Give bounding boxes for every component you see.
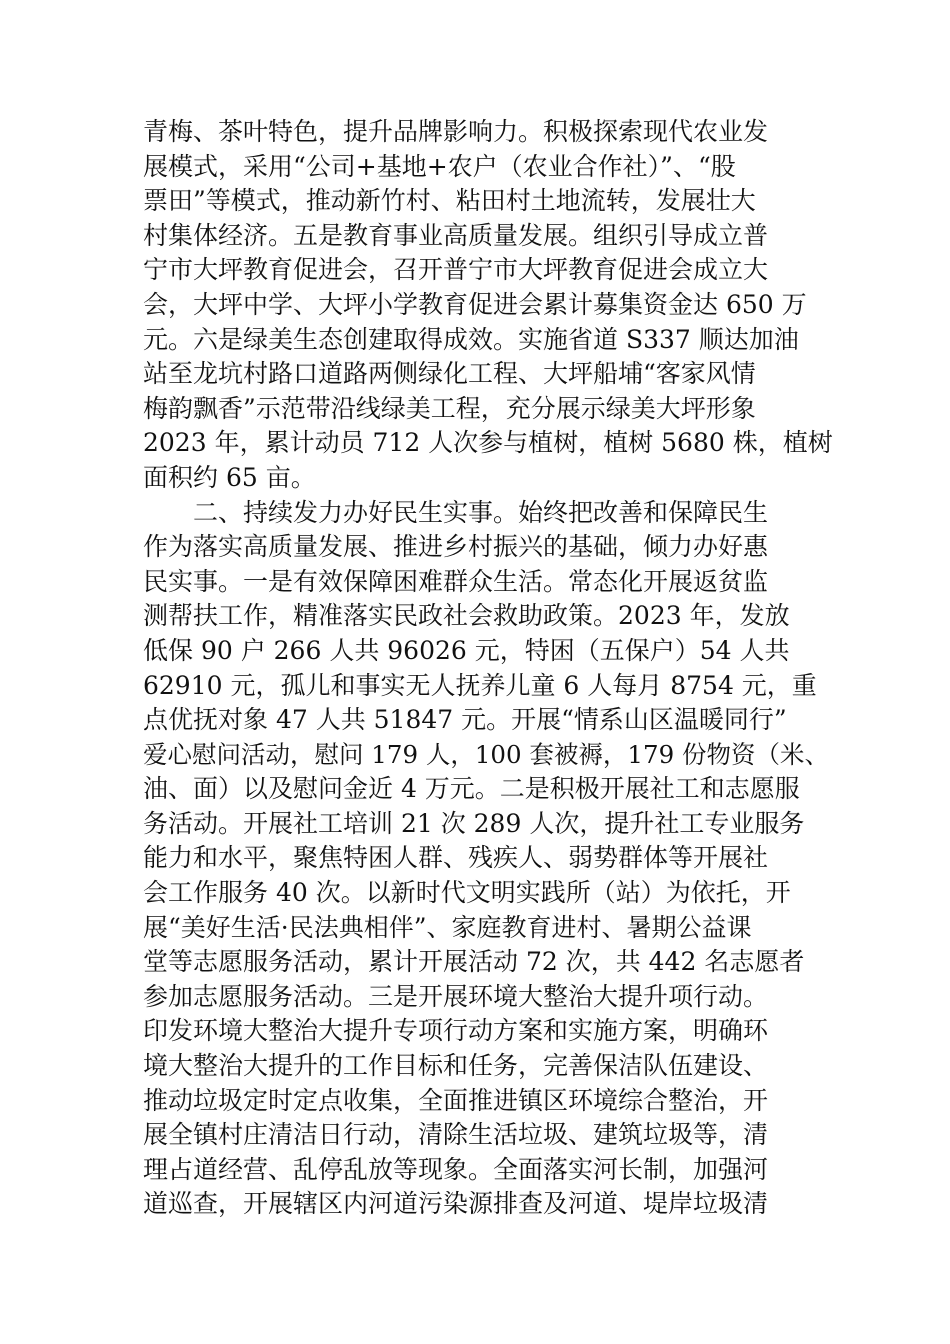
- text-line: 62910 元，孤儿和事实无人抚养儿童 6 人每月 8754 元，重: [143, 670, 817, 700]
- text-line: 站至龙坑村路口道路两侧绿化工程、大坪船埔“客家风情: [143, 359, 756, 389]
- text-line: 印发环境大整治大提升专项行动方案和实施方案，明确环: [143, 1016, 769, 1046]
- text-line: 推动垃圾定时定点收集，全面推进镇区环境综合整治，开: [143, 1085, 769, 1115]
- text-line: 元。六是绿美生态创建取得成效。实施省道 S337 顺达加油: [143, 324, 799, 354]
- text-line: 展全镇村庄清洁日行动，清除生活垃圾、建筑垃圾等，清: [143, 1120, 769, 1150]
- text-line: 油、面）以及慰问金近 4 万元。二是积极开展社工和志愿服: [143, 774, 800, 804]
- text-line: 会，大坪中学、大坪小学教育促进会累计募集资金达 650 万: [143, 289, 807, 319]
- text-line: 青梅、茶叶特色，提升品牌影响力。积极探索现代农业发: [143, 117, 769, 146]
- text-line: 爱心慰问活动，慰问 179 人，100 套被褥，179 份物资（米、: [143, 739, 829, 769]
- text-line: 票田”等模式，推动新竹村、粘田村土地流转，发展壮大: [143, 186, 756, 216]
- text-line: 村集体经济。五是教育事业高质量发展。组织引导成立普: [143, 220, 769, 250]
- text-line: 作为落实高质量发展、推进乡村振兴的基础，倾力办好惠: [143, 532, 769, 562]
- text-line: 低保 90 户 266 人共 96026 元，特困（五保户）54 人共: [143, 635, 790, 665]
- text-line: 展模式，采用“公司+基地+农户（农业合作社）”、“股: [143, 151, 736, 181]
- text-line: 展“美好生活·民法典相伴”、家庭教育进村、暑期公益课: [143, 912, 752, 942]
- text-line: 测帮扶工作，精准落实民政社会救助政策。2023 年，发放: [143, 601, 790, 631]
- body-text: [143, 115, 833, 1222]
- text-line: 道巡查，开展辖区内河道污染源排查及河道、堤岸垃圾清: [143, 1189, 769, 1219]
- text-line: 务活动。开展社工培训 21 次 289 人次，提升社工专业服务: [143, 808, 805, 838]
- text-line: 能力和水平，聚焦特困人群、残疾人、弱势群体等开展社: [143, 843, 769, 873]
- text-line: 境大整治大提升的工作目标和任务，完善保洁队伍建设、: [143, 1051, 769, 1081]
- text-line: 点优抚对象 47 人共 51847 元。开展“情系山区温暖同行”: [143, 705, 787, 735]
- text-line: 理占道经营、乱停乱放等现象。全面落实河长制，加强河: [143, 1154, 769, 1184]
- text-line: 2023 年，累计动员 712 人次参与植树，植树 5680 株，植树: [143, 428, 833, 458]
- text-line: 民实事。一是有效保障困难群众生活。常态化开展返贫监: [143, 566, 769, 596]
- section-heading-line: 二、持续发力办好民生实事。始终把改善和保障民生: [143, 497, 769, 527]
- text-line: 面积约 65 亩。: [143, 462, 316, 492]
- text-line: 宁市大坪教育促进会，召开普宁市大坪教育促进会成立大: [143, 255, 769, 285]
- text-line: 堂等志愿服务活动，累计开展活动 72 次，共 442 名志愿者: [143, 947, 805, 977]
- text-line: 会工作服务 40 次。以新时代文明实践所（站）为依托，开: [143, 878, 791, 908]
- text-line: 梅韵飘香”示范带沿线绿美工程，充分展示绿美大坪形象: [143, 393, 756, 423]
- text-line: 参加志愿服务活动。三是开展环境大整治大提升项行动。: [143, 981, 769, 1011]
